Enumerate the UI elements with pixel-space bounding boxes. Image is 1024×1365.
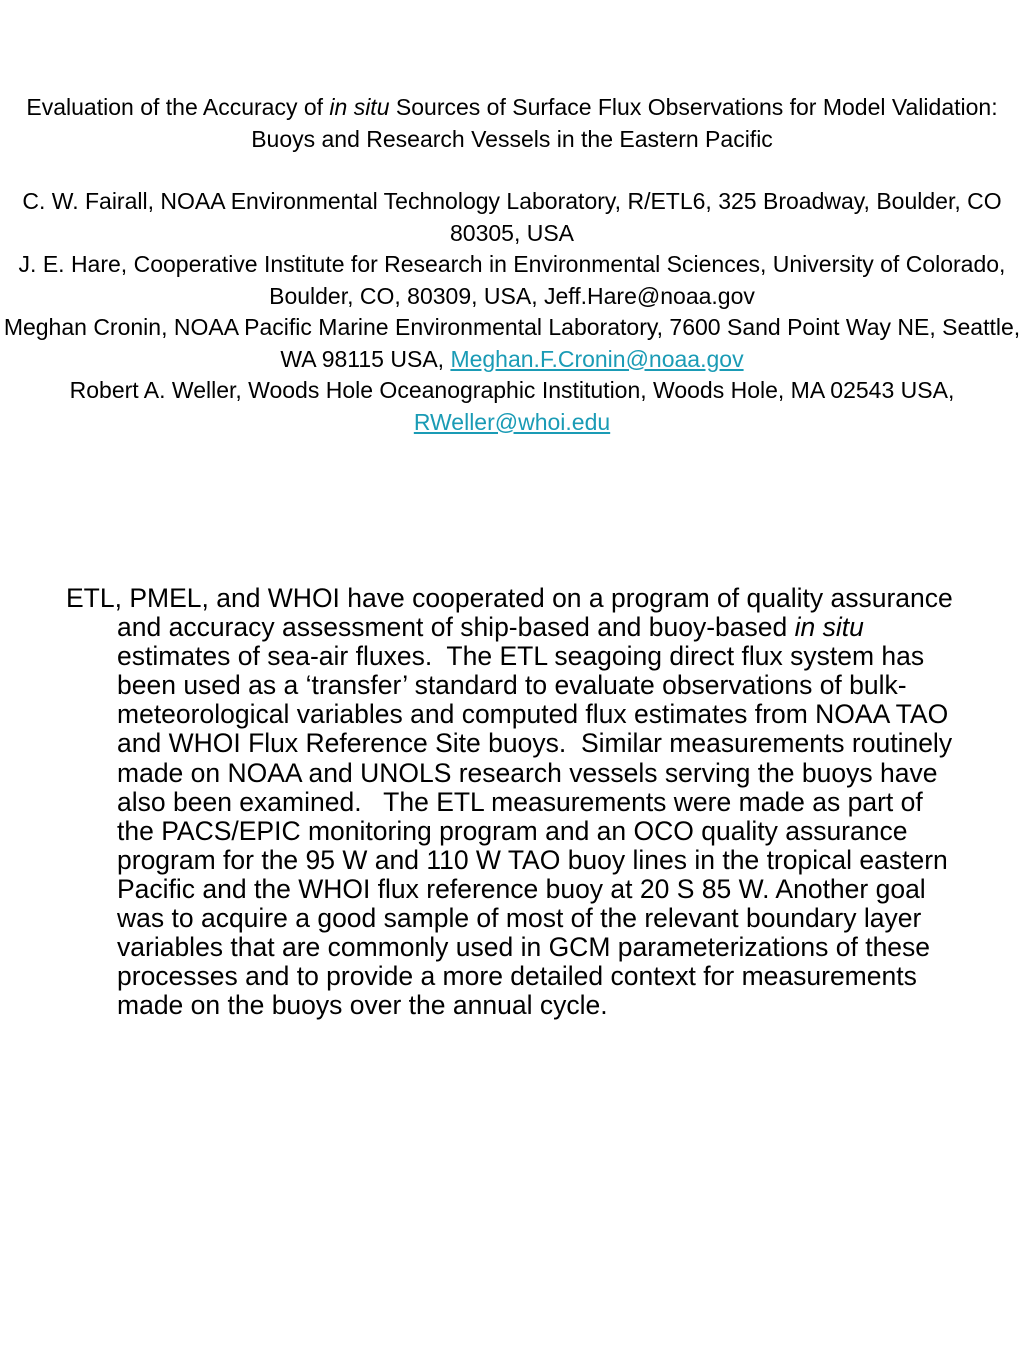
title-italic-text: in situ bbox=[329, 94, 390, 120]
title-text-1: Evaluation of the Accuracy of bbox=[26, 94, 330, 120]
weller-email-link[interactable]: RWeller@whoi.edu bbox=[413, 408, 611, 435]
paper-title bbox=[0, 92, 1024, 155]
document-header bbox=[0, 92, 1024, 438]
author-weller bbox=[0, 375, 1024, 438]
author-cronin-text: Meghan Cronin, NOAA Pacific Marine Environmental Laboratory, 7600 Sand Point Way NE, Seattle, WA 98115 USA, bbox=[3, 314, 1021, 372]
author-fairall-text: C. W. Fairall, NOAA Environmental Technology Laboratory, R/ETL6, 325 Broadway, Boulder, CO 80305, USA bbox=[22, 188, 1002, 246]
author-hare bbox=[0, 249, 1024, 312]
author-fairall bbox=[0, 186, 1024, 249]
author-cronin bbox=[0, 312, 1024, 375]
abstract-italic-text: in situ bbox=[794, 612, 864, 643]
author-weller-text: Robert A. Weller, Woods Hole Oceanographic Institution, Woods Hole, MA 02543 USA, bbox=[69, 377, 955, 403]
abstract-paragraph bbox=[66, 584, 966, 1020]
author-hare-text: J. E. Hare, Cooperative Institute for Research in Environmental Sciences, University of Colorado, Boulder, CO, 80309, USA, Jeff.Hare@noaa.gov bbox=[18, 251, 1006, 309]
abstract-text-1: ETL, PMEL, and WHOI have cooperated on a program of quality assurance and accuracy assessment of ship-based and buoy-based bbox=[66, 583, 953, 643]
cronin-email-link[interactable]: Meghan.F.Cronin@noaa.gov bbox=[450, 345, 744, 372]
abstract-text-2: estimates of sea-air fluxes. The ETL seagoing direct flux system has been used as a ‘transfer’ standard to evaluate observations of bulk-meteorological variables and computed flux estimates from NOAA TAO and WHOI Flux Reference Site buoys. Similar measurements routinely made on NOAA and UNOLS research vessels serving the buoys have also been examined. The ETL measurements were made as part of the PACS/EPIC monitoring program and an OCO quality assurance program for the 95 W and 110 W TAO buoy lines in the tropical eastern Pacific and the WHOI flux reference buoy at 20 S 85 W. Another goal was to acquire a good sample of most of the relevant boundary layer variables that are commonly used in GCM parameterizations of these processes and to provide a more detailed context for measurements made on the buoys over the annual cycle. bbox=[117, 641, 953, 1021]
title-text-2: Sources of Surface Flux Observations for Model Validation: Buoys and Research Vessels in the Eastern Pacific bbox=[251, 94, 998, 152]
